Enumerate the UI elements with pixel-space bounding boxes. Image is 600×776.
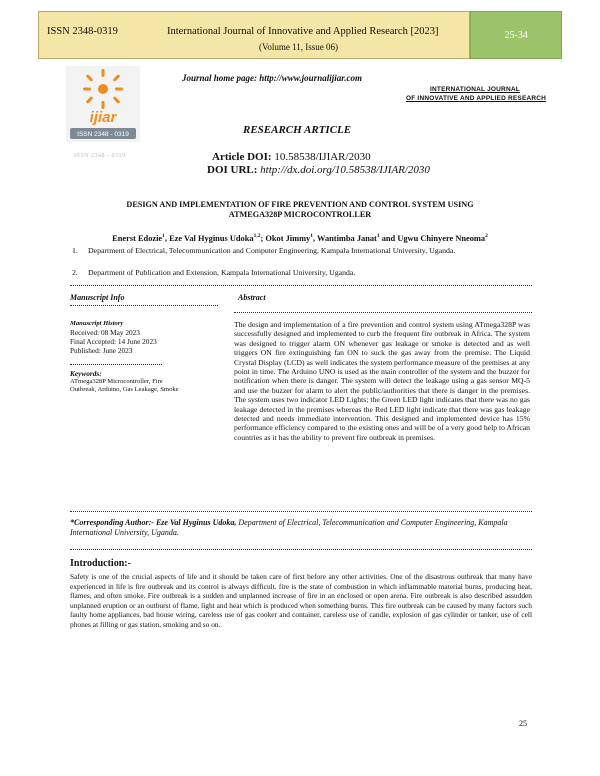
- header-left-panel: [38, 11, 470, 59]
- affiliation-item: [72, 268, 534, 277]
- logo-issn-text: ISSN 2348 - 0319: [77, 131, 129, 138]
- author-sep: ;: [260, 233, 266, 243]
- corresponding-affiliation: Department of Electrical, Telecommunication and Computer Engineering, Kampala International University, Uganda.: [70, 518, 508, 537]
- ijiar-logo-icon: [66, 66, 140, 142]
- title-line-2: ATMEGA328P MICROCONTROLLER: [228, 210, 372, 219]
- author-list: [80, 233, 520, 243]
- affiliation-text: Department of Electrical, Telecommunication and Computer Engineering, Kampala International University, Uganda.: [88, 246, 456, 255]
- keywords-block: [70, 370, 179, 394]
- affiliation-text: Department of Publication and Extension, Kampala International University, Uganda.: [88, 268, 356, 277]
- header-journal-title: International Journal of Innovative and Applied Research [2023]: [167, 26, 439, 37]
- header-pages-text: 25-34: [504, 29, 528, 41]
- manuscript-divider: [70, 305, 218, 306]
- author-name: Eze Val Hyginus Udoka: [169, 233, 254, 243]
- author-affil-sup: 2: [485, 233, 488, 239]
- published-date: Published: June 2023: [70, 346, 133, 355]
- journal-banner-line2: OF INNOVATIVE AND APPLIED RESEARCH: [406, 95, 547, 102]
- logo-brand-text: ijiar: [89, 109, 117, 126]
- author-name: Enerst Edozie: [112, 233, 163, 243]
- author-name: Okot Jimmy: [265, 233, 311, 243]
- author-affil-sup: 1,2: [253, 233, 261, 239]
- article-doi: [212, 151, 371, 163]
- accepted-date: Final Accepted: 14 June 2023: [70, 337, 157, 346]
- section-divider: [70, 285, 532, 286]
- received-date: Received: 08 May 2023: [70, 328, 140, 337]
- affiliation-number: 2.: [72, 268, 78, 277]
- logo-caption: ISSN 2348 - 0319: [74, 153, 126, 159]
- affiliation-item: [72, 246, 534, 255]
- doi-url-label: DOI URL:: [207, 164, 258, 176]
- author-affil-sup: 1: [376, 233, 380, 239]
- article-doi-url: [207, 164, 430, 176]
- introduction-text: Safety is one of the crucial aspects of life and it should be taken care of first before any other activities. One of the disastrous outbreak that many have experienced in life is fire outbreak and its control is always difficult. fire is the state of combustion in which inflammable material burns, producing heat, flames, and often smoke. Fire outbreak is a sudden and unplanned increase of fire in an enclosed or open arena. Fire outbreak is also described assudden unplanned eruption or an outburst of flame, light and heat which is produced when something burns. This fire outbreak can be caused by many factors such faulty home appliances, bad house wiring, careless use of gas cooker and container, careless use of candle, explosion of gas cylinder or tanker, use of cell phones at filling or gas station, smoking and so on.: [70, 572, 532, 629]
- author-affil-sup: 1: [162, 233, 165, 239]
- journal-homepage-link[interactable]: Journal home page: http://www.journalijiar.com: [182, 73, 362, 83]
- affiliation-number: 1.: [72, 246, 78, 255]
- author-sep: and: [379, 233, 398, 243]
- corresponding-author: [70, 518, 532, 538]
- manuscript-history: [70, 320, 157, 355]
- author-sep: ,: [164, 233, 170, 243]
- section-divider: [70, 549, 532, 550]
- header-pages: [470, 11, 562, 59]
- keywords-line-1: ATmega328P Microcontroller, Fire: [70, 378, 163, 385]
- abstract-text: The design and implementation of a fire prevention and control system using ATmega328P was successfully designed and implemented to curb the frequent fire outbreak in Africa. The system was designed to trigger alarm ON whenever gas leakage or smoke is detected and as well triggers ON fire extinguishing fan ON to suck the gas away from the premise. The Liquid Crystal Display (LCD) as well indicates the system performance measure of the premises at any point in time. The Arduino UNO is used as the main controller of the system and the buzzer for notification when there is danger. The system will detect the leakage using a gas sensor MQ-5 and use the buzzer for alarm to alert the public/authorities that there is danger in the premises. The system uses two indicator LED Lights; the Green LED light indicates that there was no gas leakage detected in the premises whereas the Red LED light indicate that there was gas leakage detected and needs immediate intervention. This designed and implemented device has 15% performance efficiency compared to the existing ones and will be of a very good help to African countries as it has the ability to prevent fire outbreak in premises.: [234, 320, 530, 442]
- corresponding-label: *Corresponding Author:- Eze Val Hyginus Udoka,: [70, 518, 237, 527]
- author-name: Ugwu Chinyere Nneoma: [397, 233, 486, 243]
- manuscript-info-heading: Manuscript Info: [70, 293, 125, 302]
- keywords-divider: [70, 364, 162, 365]
- page-number: 25: [519, 719, 527, 728]
- doi-value: 10.58538/IJIAR/2030: [274, 151, 371, 163]
- keywords-line-2: Outbreak, Arduino, Gas Leakage, Smoke: [70, 386, 179, 393]
- author-name: Wantimba Janat: [317, 233, 377, 243]
- section-divider: [70, 511, 532, 512]
- title-line-1: DESIGN AND IMPLEMENTATION OF FIRE PREVENTION AND CONTROL SYSTEM USING: [126, 200, 474, 209]
- history-heading: Manuscript History: [70, 320, 124, 327]
- author-affil-sup: 1: [310, 233, 313, 239]
- abstract-heading: Abstract: [238, 293, 266, 302]
- article-type: RESEARCH ARTICLE: [243, 124, 352, 136]
- keywords-heading: Keywords:: [70, 369, 102, 378]
- doi-label: Article DOI:: [212, 151, 272, 163]
- article-title: [80, 200, 520, 220]
- header-volume: (Volume 11, Issue 06): [259, 42, 338, 52]
- doi-url-link[interactable]: http://dx.doi.org/10.58538/IJIAR/2030: [260, 164, 430, 176]
- abstract-divider: [234, 312, 532, 313]
- header-issn: ISSN 2348-0319: [47, 26, 118, 37]
- introduction-heading: Introduction:-: [70, 558, 131, 569]
- author-sep: ,: [313, 233, 318, 243]
- journal-banner-line1: INTERNATIONAL JOURNAL: [430, 86, 520, 93]
- journal-header: [38, 11, 562, 59]
